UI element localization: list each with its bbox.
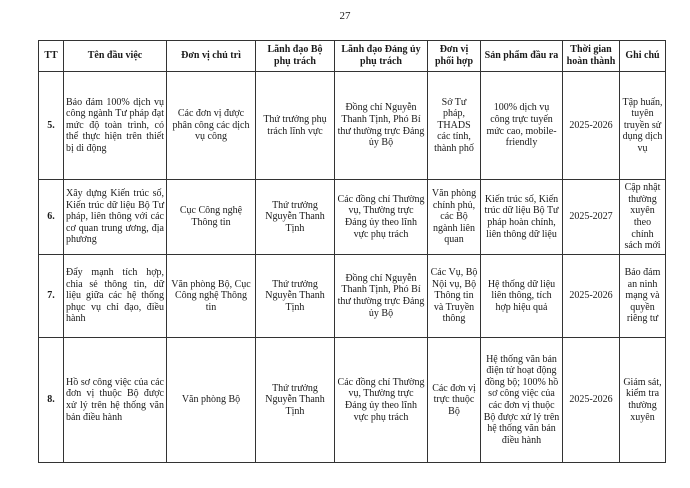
deadline: 2025-2026 [563,72,620,180]
coordinating-unit: Sở Tư pháp, THADS các tỉnh, thành phố [428,72,481,180]
header-coordinating-unit: Đơn vị phối hợp [428,41,481,72]
task-name: Bảo đảm 100% dịch vụ công ngành Tư pháp đạt mức độ toàn trình, có thể thực hiện trên thiết bị di động [64,72,167,180]
output: 100% dịch vụ công trực tuyến mức cao, mobile-friendly [481,72,563,180]
page-number: 27 [339,10,351,22]
notes: Bảo đảm an ninh mạng và quyền riêng tư [620,255,666,338]
ministry-leader: Thứ trưởng Nguyễn Thanh Tịnh [256,180,335,255]
table-row [39,72,666,180]
header-lead-unit: Đơn vị chủ trì [167,41,256,72]
ministry-leader: Thứ trưởng Nguyễn Thanh Tịnh [256,338,335,463]
output: Kiến trúc số, Kiến trúc dữ liệu Bộ Tư pháp hoàn chỉnh, liên thông dữ liệu [481,180,563,255]
coordinating-unit: Các Vụ, Bộ Nội vụ, Bộ Thông tin và Truyền thông [428,255,481,338]
header-ministry-leader: Lãnh đạo Bộ phụ trách [256,41,335,72]
coordinating-unit: Các đơn vị trực thuộc Bộ [428,338,481,463]
ministry-leader: Thứ trưởng Nguyễn Thanh Tịnh [256,255,335,338]
header-output: Sản phẩm đầu ra [481,41,563,72]
notes: Giám sát, kiểm tra thường xuyên [620,338,666,463]
task-table [38,40,666,463]
header-party-leader: Lãnh đạo Đảng ủy phụ trách [335,41,428,72]
output: Hệ thống dữ liệu liên thông, tích hợp hiệu quả [481,255,563,338]
deadline: 2025-2027 [563,180,620,255]
coordinating-unit: Văn phòng chính phủ, các Bộ ngành liên quan [428,180,481,255]
deadline: 2025-2026 [563,338,620,463]
table-row [39,338,666,463]
lead-unit: Các đơn vị được phân công các dịch vụ công [167,72,256,180]
deadline: 2025-2026 [563,255,620,338]
row-number: 8. [39,338,64,463]
ministry-leader: Thứ trưởng phụ trách lĩnh vực [256,72,335,180]
lead-unit: Văn phòng Bộ, Cục Công nghệ Thông tin [167,255,256,338]
table-header-row [39,41,666,72]
party-leader: Đồng chí Nguyễn Thanh Tịnh, Phó Bí thư thường trực Đảng ủy Bộ [335,255,428,338]
output: Hệ thống văn bản điện tử hoạt động đồng bộ; 100% hồ sơ công việc của các đơn vị thuộc Bộ được xử lý trên hệ thống văn bản điều hành [481,338,563,463]
task-name: Đẩy mạnh tích hợp, chia sẻ thông tin, dữ liệu giữa các hệ thống phục vụ chỉ đạo, điều hành [64,255,167,338]
task-name: Xây dựng Kiến trúc số, Kiến trúc dữ liệu Bộ Tư pháp, liên thông với các cơ quan trung ương, địa phương [64,180,167,255]
lead-unit: Văn phòng Bộ [167,338,256,463]
header-task-name: Tên đầu việc [64,41,167,72]
header-deadline: Thời gian hoàn thành [563,41,620,72]
party-leader: Đồng chí Nguyễn Thanh Tịnh, Phó Bí thư thường trực Đảng ủy Bộ [335,72,428,180]
table-row [39,180,666,255]
row-number: 6. [39,180,64,255]
party-leader: Các đồng chí Thường vụ, Thường trực Đảng ủy theo lĩnh vực phụ trách [335,338,428,463]
notes: Cập nhật thường xuyên theo chính sách mới [620,180,666,255]
row-number: 5. [39,72,64,180]
party-leader: Các đồng chí Thường vụ, Thường trực Đảng ủy theo lĩnh vực phụ trách [335,180,428,255]
lead-unit: Cục Công nghệ Thông tin [167,180,256,255]
notes: Tập huấn, tuyên truyền sử dụng dịch vụ [620,72,666,180]
header-notes: Ghi chú [620,41,666,72]
task-name: Hồ sơ công việc của các đơn vị thuộc Bộ được xử lý trên hệ thống văn bản điều hành [64,338,167,463]
table-row [39,255,666,338]
row-number: 7. [39,255,64,338]
header-tt: TT [39,41,64,72]
